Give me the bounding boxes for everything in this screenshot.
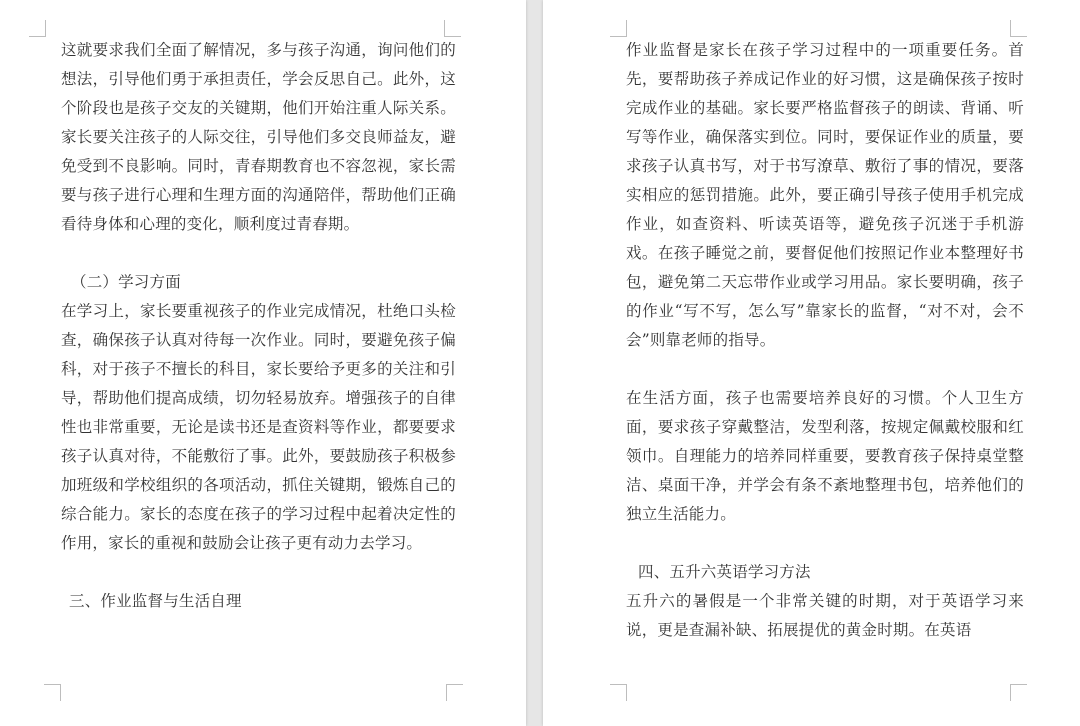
paragraph-study: 在学习上，家长要重视孩子的作业完成情况，杜绝口头检查，确保孩子认真对待每一次作业。同时，要避免孩子偏科，对于孩子不擅长的科目，家长要给予更多的关注和引导，帮助他们提高成绩，切勿轻易放弃。增强孩子的自律性也非常重要，无论是读书还是查资料等作业，都要要求孩子认真对待，不能敷衍了事。此外，要鼓励孩子积极参加班级和学校组织的各项活动，抓住关键期，锻炼自己的综合能力。家长的态度在孩子的学习过程中起着决定性的作用，家长的重视和鼓励会让孩子更有动力去学习。 — [61, 302, 456, 552]
paragraph-english: 五升六的暑假是一个非常关键的时期，对于英语学习来说，更是查漏补缺、拓展提优的黄金时期。在英语 — [626, 592, 1024, 639]
margin-corner-top-right — [1010, 20, 1027, 37]
paragraph-spacer — [61, 558, 456, 587]
paragraph-life-habits: 在生活方面，孩子也需要培养良好的习惯。个人卫生方面，要求孩子穿戴整洁，发型利落，按规定佩戴校服和红领巾。自理能力的培养同样重要，要教育孩子保持桌堂整洁、桌面干净，并学会有条不紊地整理书包，培养他们的独立生活能力。 — [626, 389, 1024, 523]
document-page-left — [0, 0, 526, 726]
margin-corner-top-left — [29, 20, 46, 37]
paragraph-spacer — [626, 529, 1024, 558]
margin-corner-top-left — [610, 20, 627, 37]
section-heading-homework: 三、作业监督与生活自理 — [69, 592, 242, 610]
section-heading-study: （二）学习方面 — [71, 273, 181, 291]
section-heading-english: 四、五升六英语学习方法 — [638, 563, 811, 581]
paragraph-spacer — [61, 239, 456, 268]
page-content-left — [61, 36, 456, 616]
margin-corner-top-right — [444, 20, 461, 37]
paragraph-spacer — [626, 355, 1024, 384]
document-page-right — [543, 0, 1080, 726]
margin-corner-bottom-left — [44, 684, 61, 701]
page-content-right — [626, 36, 1024, 645]
margin-corner-bottom-left — [610, 684, 627, 701]
margin-corner-bottom-right — [1010, 684, 1027, 701]
margin-corner-bottom-right — [446, 684, 463, 701]
paragraph-homework: 作业监督是家长在孩子学习过程中的一项重要任务。首先，要帮助孩子养成记作业的好习惯，这是确保孩子按时完成作业的基础。家长要严格监督孩子的朗读、背诵、听写等作业，确保落实到位。同时，要保证作业的质量，要求孩子认真书写，对于书写潦草、敷衍了事的情况，要落实相应的惩罚措施。此外，要正确引导孩子使用手机完成作业，如查资料、听读英语等，避免孩子沉迷于手机游戏。在孩子睡觉之前，要督促他们按照记作业本整理好书包，避免第二天忘带作业或学习用品。家长要明确，孩子的作业“写不写，怎么写”靠家长的监督，“对不对，会不会”则靠老师的指导。 — [626, 41, 1024, 349]
paragraph-behavior: 这就要求我们全面了解情况，多与孩子沟通，询问他们的想法，引导他们勇于承担责任，学会反思自己。此外，这个阶段也是孩子交友的关键期，他们开始注重人际关系。家长要关注孩子的人际交往，引导他们多交良师益友，避免受到不良影响。同时，青春期教育也不容忽视，家长需要与孩子进行心理和生理方面的沟通陪伴，帮助他们正确看待身体和心理的变化，顺利度过青春期。 — [61, 41, 456, 233]
